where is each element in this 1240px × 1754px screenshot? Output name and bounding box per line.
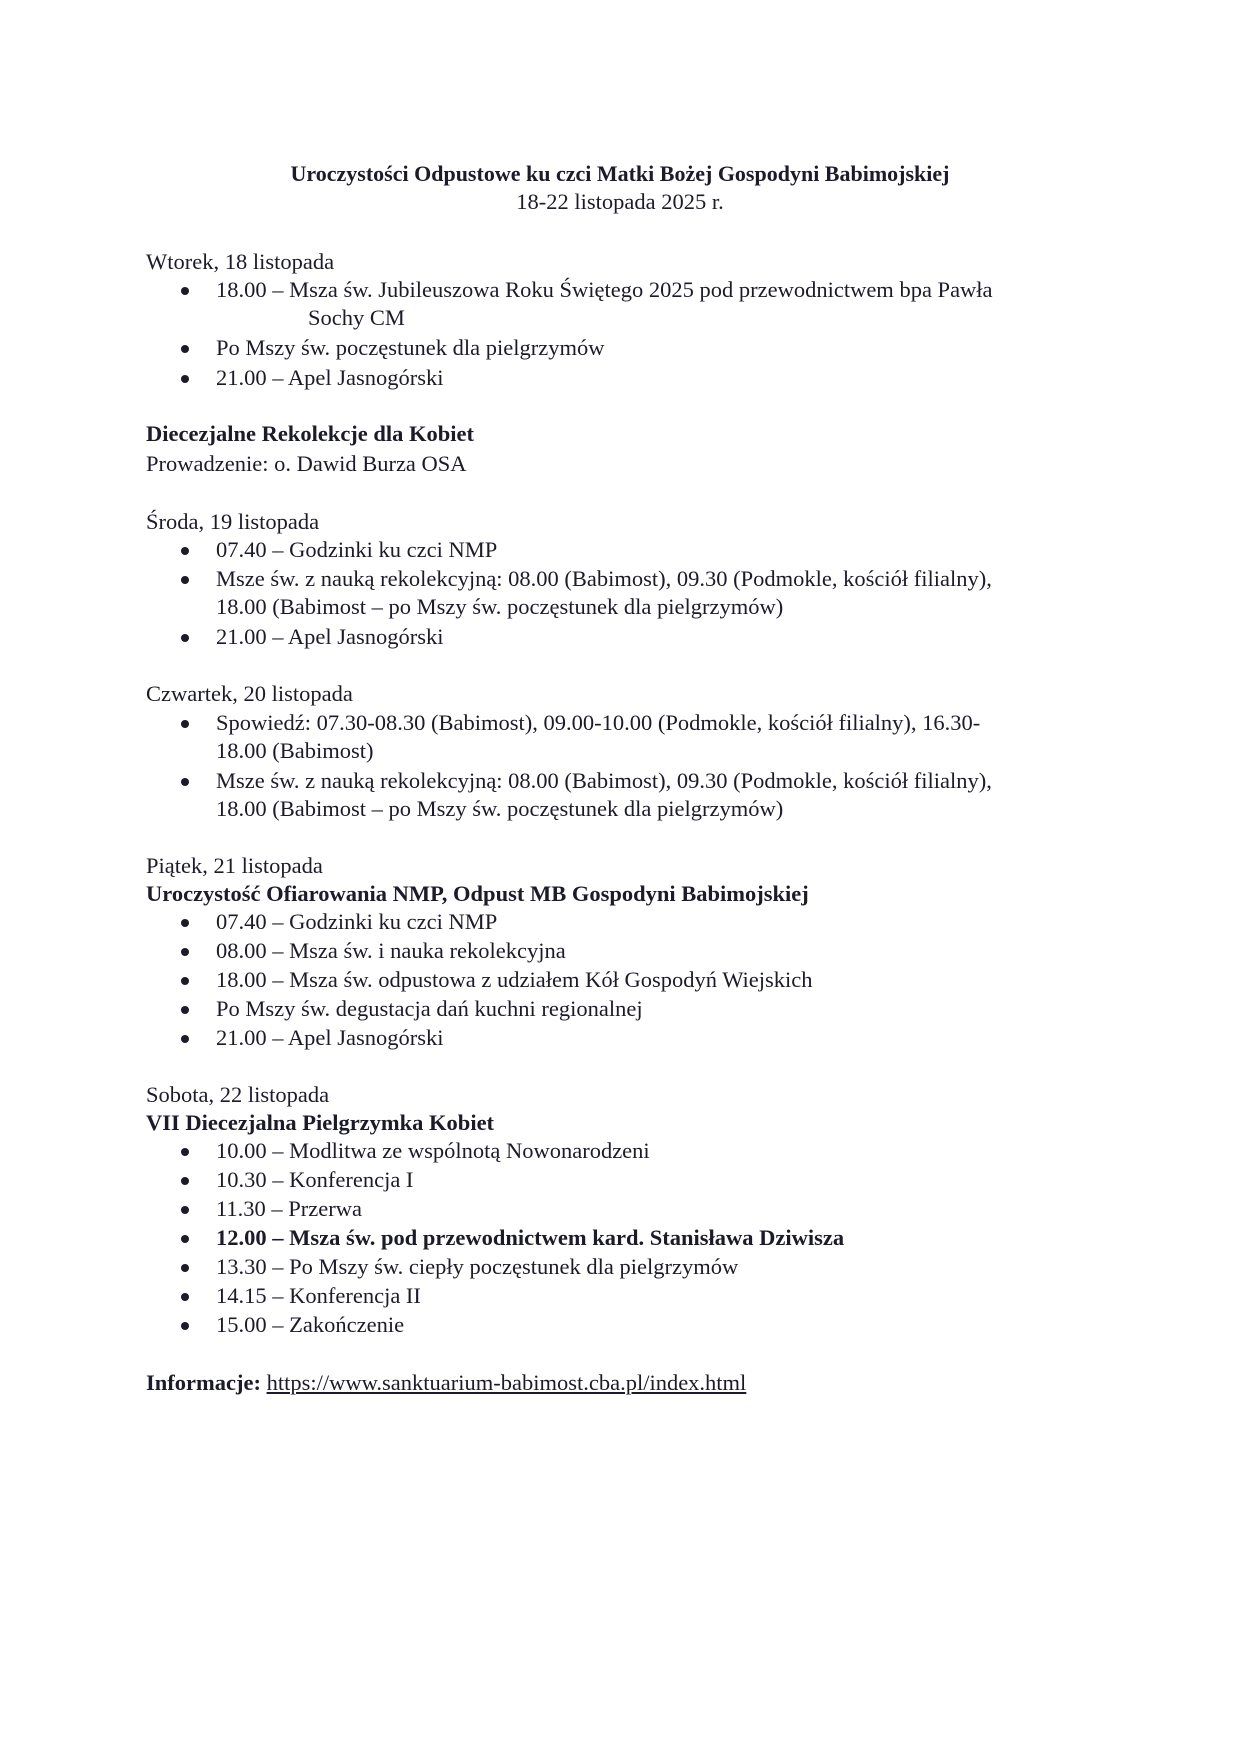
- list-item: 21.00 – Apel Jasnogórski: [216, 1025, 444, 1050]
- list-item: 08.00 – Msza św. i nauka rekolekcyjna: [216, 938, 566, 963]
- list-item-continuation: 18.00 (Babimost – po Mszy św. poczęstunek dla pielgrzymów): [216, 796, 784, 821]
- list-item: 10.30 – Konferencja I: [216, 1167, 414, 1192]
- list-item: 10.00 – Modlitwa ze wspólnotą Nowonarodzeni: [216, 1138, 650, 1163]
- day-heading-thursday: Czwartek, 20 listopada: [146, 681, 353, 706]
- list-item: Msze św. z nauką rekolekcyjną: 08.00 (Babimost), 09.30 (Podmokle, kościół filialny),: [216, 768, 992, 793]
- list-item-continuation: 18.00 (Babimost): [216, 738, 374, 763]
- info-link[interactable]: https://www.sanktuarium-babimost.cba.pl/index.html: [266, 1370, 747, 1395]
- section-heading-retreat: Diecezjalne Rekolekcje dla Kobiet: [146, 421, 475, 446]
- list-item: Po Mszy św. degustacja dań kuchni regionalnej: [216, 996, 643, 1021]
- list-item: 11.30 – Przerwa: [216, 1196, 362, 1221]
- list-item-continuation: 18.00 (Babimost – po Mszy św. poczęstunek dla pielgrzymów): [216, 594, 784, 619]
- day-heading-wednesday: Środa, 19 listopada: [146, 509, 320, 534]
- day-heading-saturday: Sobota, 22 listopada: [146, 1082, 330, 1107]
- list-item: 07.40 – Godzinki ku czci NMP: [216, 537, 498, 562]
- date-range: 18-22 listopada 2025 r.: [516, 189, 724, 214]
- list-item-highlight: 12.00 – Msza św. pod przewodnictwem kard. Stanisława Dziwisza: [216, 1225, 845, 1250]
- section-heading-saturday: VII Diecezjalna Pielgrzymka Kobiet: [146, 1110, 495, 1135]
- day-heading-tuesday: Wtorek, 18 listopada: [146, 249, 335, 274]
- document-title: Uroczystości Odpustowe ku czci Matki Bożej Gospodyni Babimojskiej: [290, 161, 950, 186]
- list-item: 15.00 – Zakończenie: [216, 1312, 405, 1337]
- list-item: Po Mszy św. poczęstunek dla pielgrzymów: [216, 335, 605, 360]
- info-line: [146, 1369, 746, 1397]
- list-item: 21.00 – Apel Jasnogórski: [216, 365, 444, 390]
- list-item: 07.40 – Godzinki ku czci NMP: [216, 909, 498, 934]
- day-heading-friday: Piątek, 21 listopada: [146, 853, 323, 878]
- retreat-leader: Prowadzenie: o. Dawid Burza OSA: [146, 451, 467, 476]
- list-item: 13.30 – Po Mszy św. ciepły poczęstunek dla pielgrzymów: [216, 1254, 739, 1279]
- list-item: 18.00 – Msza św. Jubileuszowa Roku Świętego 2025 pod przewodnictwem bpa Pawła: [216, 277, 993, 302]
- list-item: 21.00 – Apel Jasnogórski: [216, 624, 444, 649]
- list-item: 18.00 – Msza św. odpustowa z udziałem Kół Gospodyń Wiejskich: [216, 967, 813, 992]
- list-item: 14.15 – Konferencja II: [216, 1283, 421, 1308]
- list-item: Msze św. z nauką rekolekcyjną: 08.00 (Babimost), 09.30 (Podmokle, kościół filialny),: [216, 566, 992, 591]
- list-item-continuation: Sochy CM: [308, 305, 405, 330]
- info-label: Informacje:: [146, 1370, 261, 1395]
- section-heading-friday: Uroczystość Ofiarowania NMP, Odpust MB Gospodyni Babimojskiej: [146, 881, 809, 906]
- list-item: Spowiedź: 07.30-08.30 (Babimost), 09.00-10.00 (Podmokle, kościół filialny), 16.30-: [216, 710, 981, 735]
